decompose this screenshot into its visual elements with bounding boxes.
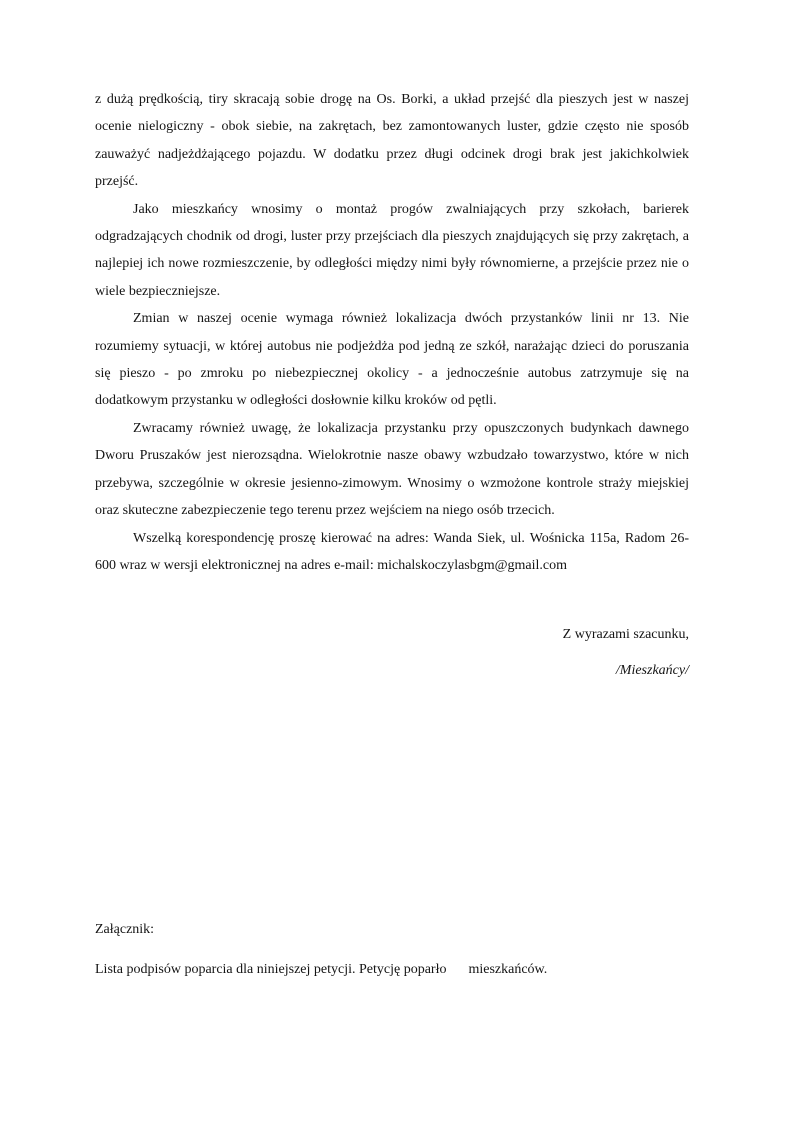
- signature: /Mieszkańcy/: [615, 663, 689, 679]
- closing-salutation: Z wyrazami szacunku,: [562, 627, 689, 642]
- paragraph-requests: Jako mieszkańcy wnosimy o montaż progów zwalniających przy szkołach, barierek odgradzających chodnik od drogi, luster przy przejściach dla pieszych znajdujących się przy zakrętach, a najlepiej ich nowe rozmieszczenie, by odległości między nimi były równomierne, a przejście przez nie o wiele bezpieczniejsze.: [95, 201, 689, 299]
- paragraph-bus-stops: Zmian w naszej ocenie wymaga również lokalizacja dwóch przystanków linii nr 13. Nie rozumiemy sytuacji, w której autobus nie podjeżdża pod jedną ze szkół, narażając dzieci do poruszania się pieszo - po zmroku po niebezpiecznej okolicy - a jednocześnie autobus zatrzymuje się na dodatkowym przystanku w odległości dosłownie kilku kroków od pętli.: [95, 311, 689, 409]
- paragraph-road-safety: z dużą prędkością, tiry skracają sobie drogę na Os. Borki, a układ przejść dla pieszych jest w naszej ocenie nielogiczny - obok siebie, na zakrętach, bez zamontowanych luster, gdzie często nie sposób zauważyć nadjeżdżającego pojazdu. W dodatku przez długi odcinek drogi brak jest jakichkolwiek przejść.: [95, 92, 689, 190]
- paragraph-correspondence-address: Wszelką korespondencję proszę kierować na adres: Wanda Siek, ul. Wośnicka 115a, Radom 26-600 wraz w wersji elektronicznej na adres e-mail: michalskoczylasbgm@gmail.com: [95, 530, 689, 573]
- attachment-label: Załącznik:: [95, 922, 155, 937]
- attachment-text-after-count: mieszkańców.: [468, 962, 548, 978]
- letter-body: [95, 86, 689, 579]
- attachment-text-before-count: Lista podpisów poparcia dla niniejszej petycji. Petycję poparło: [95, 962, 447, 978]
- attachment-line: [95, 956, 735, 983]
- attachment-block: [95, 916, 735, 984]
- signature-count-blank: [446, 972, 468, 973]
- closing-block: [95, 621, 689, 685]
- paragraph-abandoned-buildings: Zwracamy również uwagę, że lokalizacja przystanku przy opuszczonych budynkach dawnego Dworu Pruszaków jest nierozsądna. Wielokrotnie nasze obawy wzbudzało towarzystwo, które w nich przebywa, szczególnie w okresie jesienno-zimowym. Wnosimy o wzmożone kontrole straży miejskiej oraz skuteczne zabezpieczenie tego terenu przez wejściem na niego osób trzecich.: [95, 420, 689, 519]
